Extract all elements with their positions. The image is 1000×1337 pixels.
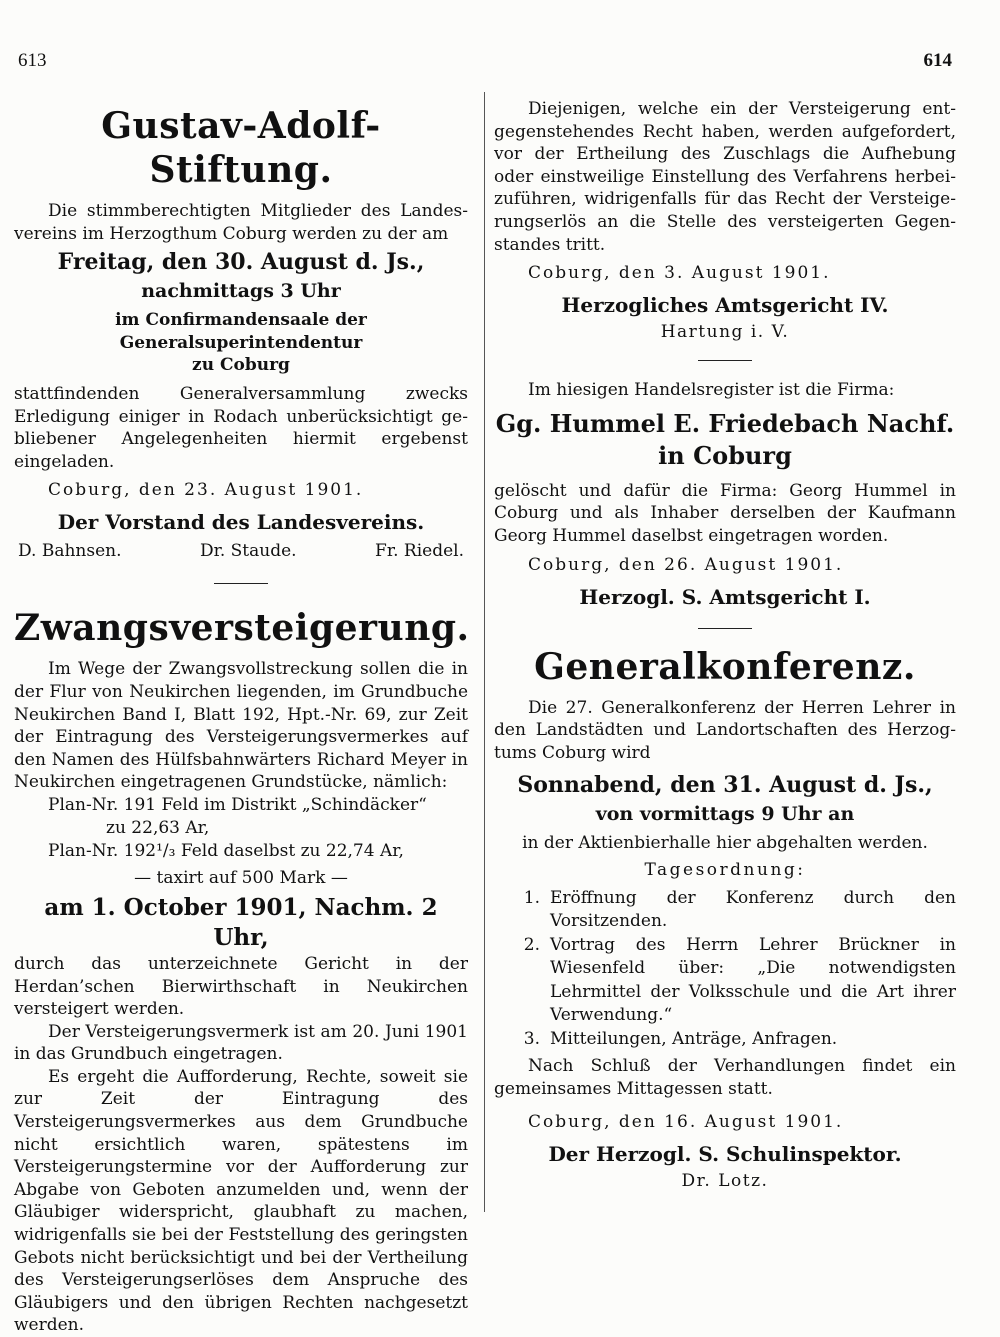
agenda-item bbox=[494, 887, 956, 934]
valuation: — taxirt auf 500 Mark — bbox=[134, 867, 348, 888]
notice-paragraph: durch das unterzeichnete Gericht in der Herdan’schen Bierwirthschaft in Neukirchen versteigert werden. bbox=[14, 953, 468, 1020]
agenda-item bbox=[494, 1028, 956, 1052]
agenda-item-number: 3. bbox=[523, 1028, 540, 1049]
signatory: Hartung i. V. bbox=[660, 322, 790, 343]
notice-continuation bbox=[494, 98, 956, 344]
page-number-left: 613 bbox=[18, 50, 47, 71]
agenda-item-text: Mitteilungen, Anträge, Anfragen. bbox=[550, 1028, 838, 1049]
agenda-item-number: 2. bbox=[523, 934, 540, 955]
page-number-right: 614 bbox=[923, 50, 952, 71]
meeting-location-city: zu Coburg bbox=[192, 355, 290, 376]
place-date: Coburg, den 16. August 1901. bbox=[528, 1111, 844, 1132]
agenda-list bbox=[494, 887, 956, 1052]
notice-gustav-adolf-stiftung bbox=[14, 104, 468, 563]
agenda-item bbox=[494, 934, 956, 1028]
agenda-title: Tagesordnung: bbox=[644, 859, 806, 880]
notice-handelsregister bbox=[494, 379, 956, 611]
notice-intro: Die stimmberechtigten Mitglieder des Landesvereins im Herzogthum Coburg werden zu der am bbox=[14, 201, 468, 244]
parcel-entry: Plan-Nr. 192¹/₃ Feld daselbst zu 22,74 Ar, bbox=[48, 840, 404, 861]
left-column bbox=[14, 98, 468, 1337]
place-date: Coburg, den 3. August 1901. bbox=[528, 263, 831, 284]
auction-date: am 1. October 1901, Nachm. 2 Uhr, bbox=[44, 893, 438, 951]
section-divider bbox=[698, 360, 752, 361]
parcel-entry: Plan-Nr. 191 Feld im Distrikt „Schindäcker“ bbox=[48, 794, 427, 815]
meeting-location: im Confirmandensaale der Generalsuperintendentur bbox=[115, 310, 367, 353]
right-column bbox=[494, 98, 956, 1193]
notice-body: stattfindenden Generalversammlung zwecks Erledigung einiger in Rodach unberücksichtigt gebliebener Angelegenheiten hiermit ergebenst eingeladen. bbox=[14, 383, 468, 472]
issuing-authority: Der Herzogl. S. Schulinspektor. bbox=[548, 1141, 902, 1166]
signatories bbox=[18, 539, 464, 563]
agenda-item-text: Vortrag des Herrn Lehrer Brückner in Wiesenfeld über: „Die notwendigsten Lehrmittel der Volksschule und die Art ihrer Verwendung.“ bbox=[550, 934, 956, 1026]
notice-generalkonferenz bbox=[494, 645, 956, 1193]
conference-time: von vormittags 9 Uhr an bbox=[595, 803, 855, 826]
parcel-entry-size: zu 22,63 Ar, bbox=[106, 817, 210, 838]
notice-title: Generalkonferenz. bbox=[534, 645, 916, 688]
notice-zwangsversteigerung bbox=[14, 606, 468, 1337]
notice-paragraph: Die 27. Generalkonferenz der Herren Lehrer in den Landstädten und Landortschaften des Herzogtums Coburg wird bbox=[494, 697, 956, 763]
signatory: Dr. Lotz. bbox=[681, 1170, 769, 1191]
notice-paragraph: Im hiesigen Handelsregister ist die Firma: bbox=[528, 380, 895, 401]
signatory: D. Bahnsen. bbox=[18, 541, 122, 562]
notice-paragraph: Es ergeht die Aufforderung, Rechte, soweit sie zur Zeit der Eintragung des Versteigerungsvermerkes aus dem Grundbuche nicht ersichtlich waren, spätestens im Versteigerungstermine vor der Aufforderung zur Abgabe von Geboten anzumelden und, wenn der Gläubiger widerspricht, glaubhaft zu machen, widrigenfalls sie bei der Feststellung des geringsten Gebots nicht berücksichtigt und bei der Vertheilung des Versteigerungserlöses dem Anspruche des Gläubigers und den übrigen Rechten nachgesetzt werden. bbox=[14, 1066, 468, 1336]
firm-name: Gg. Hummel E. Friedebach Nachf. bbox=[495, 408, 955, 438]
meeting-time: nachmittags 3 Uhr bbox=[141, 280, 341, 303]
section-divider bbox=[698, 628, 752, 629]
place-date: Coburg, den 23. August 1901. bbox=[48, 480, 364, 501]
notice-paragraph: Im Wege der Zwangsvollstreckung sollen die in der Flur von Neukirchen liegenden, im Grundbuche Neukirchen Band I, Blatt 192, Hpt.-Nr. 69, zur Zeit der Eintragung des Versteigerungsvermerkes auf den Namen des Hülfsbahnwärters Richard Meyer in Neukirchen eingetragenen Grundstücke, nämlich: bbox=[14, 659, 468, 793]
issuing-authority: Herzogliches Amtsgericht IV. bbox=[561, 293, 889, 318]
issuing-authority: Der Vorstand des Landesvereins. bbox=[57, 510, 425, 535]
notice-paragraph: gelöscht und dafür die Firma: Georg Hummel in Coburg und als Inhaber derselben der Kaufmann Georg Hummel daselbst eingetragen worden. bbox=[494, 480, 956, 546]
firm-city: in Coburg bbox=[658, 440, 792, 470]
notice-paragraph: Nach Schluß der Verhandlungen findet ein gemeinsames Mittagessen statt. bbox=[494, 1056, 956, 1099]
section-divider bbox=[214, 583, 268, 584]
conference-date: Sonnabend, den 31. August d. Js., bbox=[517, 772, 933, 799]
notice-paragraph: Der Versteigerungsvermerk ist am 20. Juni 1901 in das Grundbuch eingetragen. bbox=[14, 1021, 468, 1065]
notice-title: Zwangsversteigerung. bbox=[14, 607, 470, 650]
notice-title: Gustav-Adolf-Stiftung. bbox=[101, 105, 381, 191]
place-date: Coburg, den 26. August 1901. bbox=[528, 554, 844, 575]
agenda-item-number: 1. bbox=[523, 887, 540, 908]
column-divider bbox=[484, 92, 485, 1212]
notice-paragraph: Diejenigen, welche ein der Versteigerung entgegenstehendes Recht haben, werden aufgefordert, vor der Ertheilung des Zuschlags die Aufhebung oder einstweilige Einstellung des Verfahrens herbeizuführen, widrigenfalls für das Recht der Versteigerungserlös an die Stelle des versteigerten Gegenstandes tritt. bbox=[494, 99, 956, 255]
signatory: Dr. Staude. bbox=[199, 541, 297, 562]
conference-location: in der Aktienbierhalle hier abgehalten werden. bbox=[522, 833, 928, 854]
agenda-item-text: Eröffnung der Konferenz durch den Vorsitzenden. bbox=[550, 887, 956, 932]
meeting-date: Freitag, den 30. August d. Js., bbox=[57, 249, 425, 276]
issuing-authority: Herzogl. S. Amtsgericht I. bbox=[579, 584, 871, 609]
signatory: Fr. Riedel. bbox=[375, 541, 464, 562]
